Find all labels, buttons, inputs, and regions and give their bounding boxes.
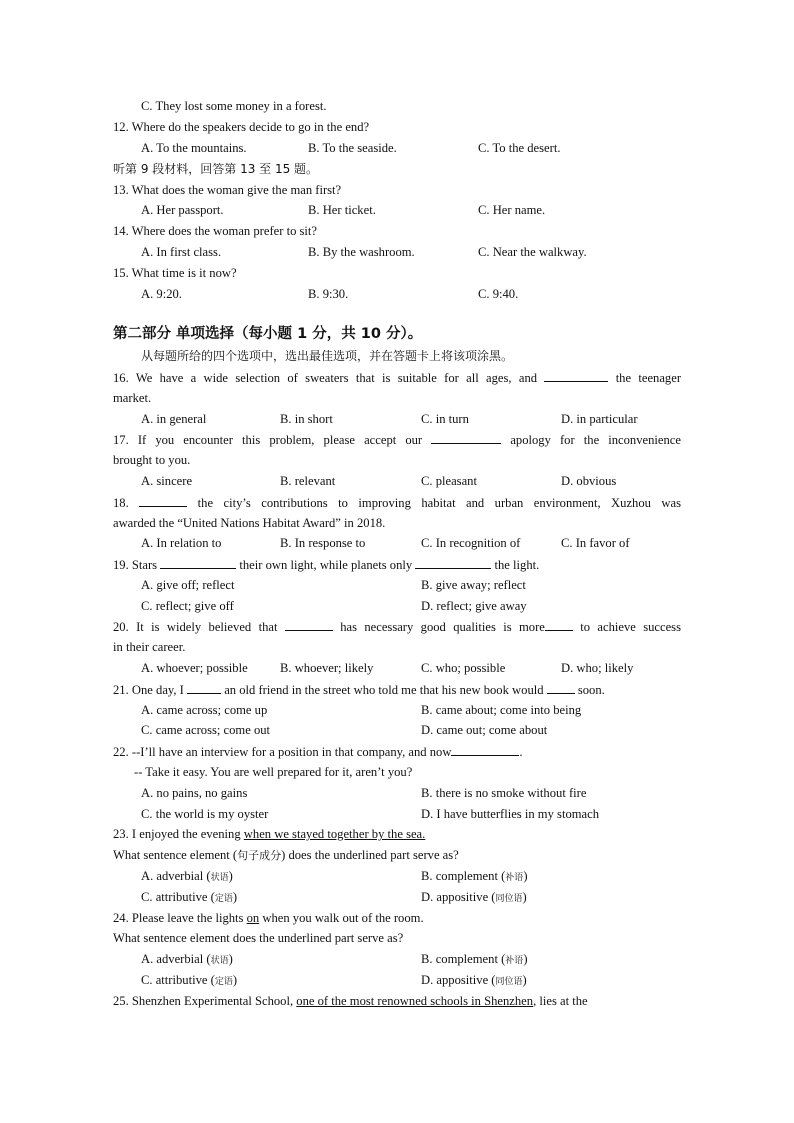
q18-option-c: C. In recognition of xyxy=(421,536,521,550)
q16-option-a: A. in general xyxy=(141,412,207,426)
q20-option-a: A. whoever; possible xyxy=(141,661,248,675)
q22-option-d: D. I have butterflies in my stomach xyxy=(421,807,600,821)
section-2-title: 第二部分 单项选择（每小题 1 分，共 10 分）。 xyxy=(113,326,423,342)
q19-option-d: D. reflect; give away xyxy=(421,599,527,613)
q25-stem: 25. Shenzhen Experimental School, one of the most renowned schools in Shenzhen, lies at the xyxy=(113,994,588,1008)
q21-option-d: D. came out; come about xyxy=(421,723,548,737)
q14-option-a: A. In first class. xyxy=(141,245,222,259)
q22-stem: 22. --I’ll have an interview for a position in that company, and now . xyxy=(113,745,523,759)
q16-option-d: D. in particular xyxy=(561,412,638,426)
q17-stem: 17. If you encounter this problem, please accept our apology for the inconvenience xyxy=(113,433,681,447)
q22-option-a: A. no pains, no gains xyxy=(141,786,248,800)
answer-blank xyxy=(451,743,519,756)
q21-stem: 21. One day, I an old friend in the street who told me that his new book would soon. xyxy=(113,683,605,697)
q16-option-b: B. in short xyxy=(280,412,333,426)
q21-option-b: B. came about; come into being xyxy=(421,703,582,717)
answer-blank xyxy=(160,556,236,569)
q16-option-c: C. in turn xyxy=(421,412,469,426)
q18-option-a: A. In relation to xyxy=(141,536,222,550)
q23-option-d: D. appositive (同位语) xyxy=(421,890,527,904)
q15-option-a: A. 9:20. xyxy=(141,287,182,301)
q18-stem: 18. the city’s contributions to improving habitat and urban environment, Xuzhou was xyxy=(113,496,681,510)
q12-option-c: C. To the desert. xyxy=(478,141,561,155)
q23-stem: 23. I enjoyed the evening when we stayed together by the sea. xyxy=(113,827,426,841)
answer-blank xyxy=(431,431,501,444)
q16-stem: 16. We have a wide selection of sweaters that is suitable for all ages, and the teenager xyxy=(113,371,682,385)
underlined-part: on xyxy=(246,911,260,925)
q18-stem-continued: awarded the “United Nations Habitat Award” in 2018. xyxy=(113,516,386,530)
q15-option-b: B. 9:30. xyxy=(308,287,349,301)
answer-blank xyxy=(285,618,333,631)
q21-option-c: C. came across; come out xyxy=(141,723,271,737)
q17-option-a: A. sincere xyxy=(141,474,193,488)
underlined-part: one of the most renowned schools in Shenzhen xyxy=(296,994,534,1008)
q17-stem-continued: brought to you. xyxy=(113,453,191,467)
q21-option-a: A. came across; come up xyxy=(141,703,268,717)
answer-blank xyxy=(544,369,608,382)
q20-stem: 20. It is widely believed that has necessary good qualities is more to achieve success xyxy=(113,620,681,634)
q19-option-b: B. give away; reflect xyxy=(421,578,526,592)
q13-option-c: C. Her name. xyxy=(478,203,546,217)
q24-option-b: B. complement (补语) xyxy=(421,952,528,966)
q17-option-c: C. pleasant xyxy=(421,474,477,488)
answer-blank xyxy=(547,681,575,694)
q11-option-c: C. They lost some money in a forest. xyxy=(141,99,327,113)
answer-blank xyxy=(415,556,491,569)
q16-stem-continued: market. xyxy=(113,391,152,405)
q22-option-c: C. the world is my oyster xyxy=(141,807,269,821)
q19-option-c: C. reflect; give off xyxy=(141,599,234,613)
section-2-instruction: 从每题所给的四个选项中，选出最佳选项，并在答题卡上将该项涂黑。 xyxy=(141,349,514,363)
q17-option-b: B. relevant xyxy=(280,474,336,488)
q22-option-b: B. there is no smoke without fire xyxy=(421,786,587,800)
q19-option-a: A. give off; reflect xyxy=(141,578,235,592)
q19-stem: 19. Stars their own light, while planets only the light. xyxy=(113,558,540,572)
q22-reply: -- Take it easy. You are well prepared for it, aren’t you? xyxy=(134,765,413,779)
q24-question: What sentence element does the underlined part serve as? xyxy=(113,931,404,945)
q24-option-a: A. adverbial (状语) xyxy=(141,952,233,966)
underlined-part: when we stayed together by the sea. xyxy=(243,827,426,841)
q23-option-a: A. adverbial (状语) xyxy=(141,869,233,883)
q18-option-b: B. In response to xyxy=(280,536,366,550)
q24-option-c: C. attributive (定语) xyxy=(141,973,238,987)
answer-blank xyxy=(139,494,187,507)
answer-blank xyxy=(545,618,573,631)
q15-stem: 15. What time is it now? xyxy=(113,266,237,280)
q15-option-c: C. 9:40. xyxy=(478,287,519,301)
q12-option-a: A. To the mountains. xyxy=(141,141,247,155)
q24-option-d: D. appositive (同位语) xyxy=(421,973,527,987)
q20-option-d: D. who; likely xyxy=(561,661,634,675)
q14-option-b: B. By the washroom. xyxy=(308,245,415,259)
q13-option-b: B. Her ticket. xyxy=(308,203,376,217)
answer-blank xyxy=(187,681,221,694)
q20-stem-continued: in their career. xyxy=(113,640,186,654)
q14-option-c: C. Near the walkway. xyxy=(478,245,587,259)
q14-stem: 14. Where does the woman prefer to sit? xyxy=(113,224,317,238)
q12-stem: 12. Where do the speakers decide to go in the end? xyxy=(113,120,370,134)
q17-option-d: D. obvious xyxy=(561,474,617,488)
q20-option-c: C. who; possible xyxy=(421,661,506,675)
passage9-instruction: 听第 9 段材料，回答第 13 至 15 题。 xyxy=(113,162,319,176)
q23-option-b: B. complement (补语) xyxy=(421,869,528,883)
q20-option-b: B. whoever; likely xyxy=(280,661,374,675)
q23-option-c: C. attributive (定语) xyxy=(141,890,238,904)
q12-option-b: B. To the seaside. xyxy=(308,141,397,155)
q24-stem: 24. Please leave the lights on when you walk out of the room. xyxy=(113,911,424,925)
q13-stem: 13. What does the woman give the man first? xyxy=(113,183,342,197)
q23-question: What sentence element (句子成分) does the underlined part serve as? xyxy=(113,848,459,862)
q18-option-d: C. In favor of xyxy=(561,536,630,550)
q13-option-a: A. Her passport. xyxy=(141,203,224,217)
